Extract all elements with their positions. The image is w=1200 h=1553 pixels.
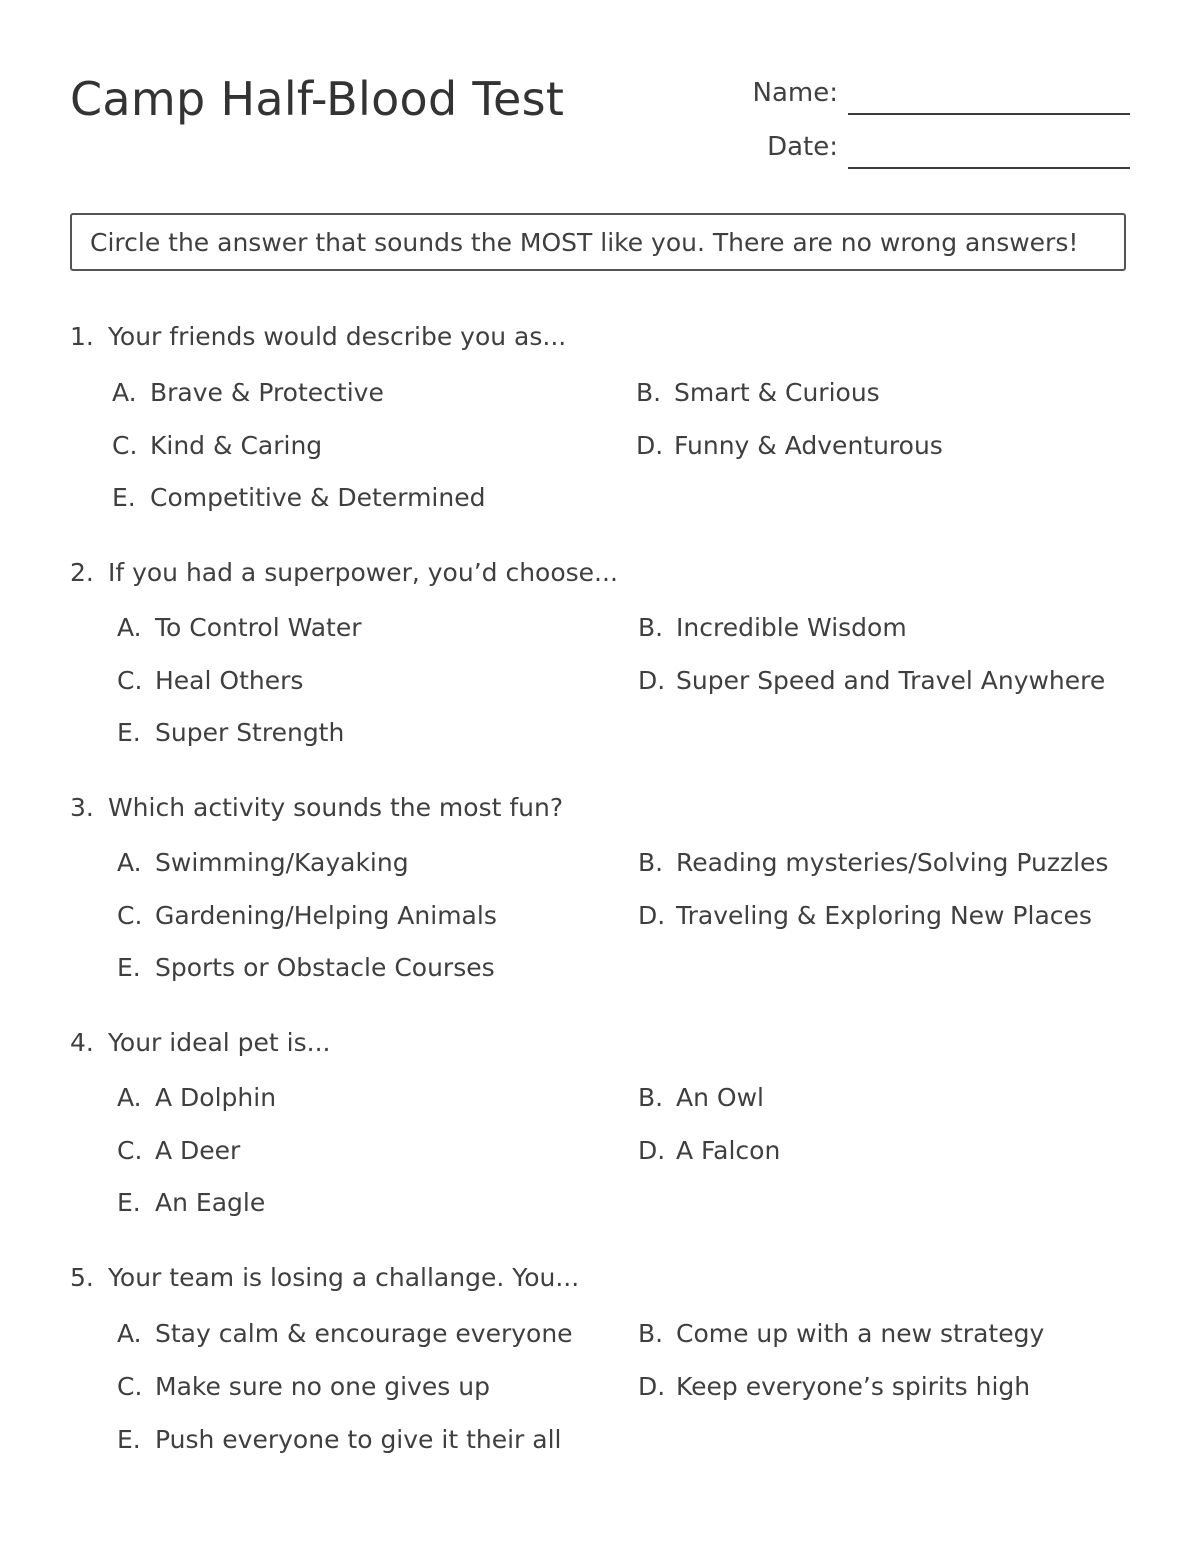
option-text: Gardening/Helping Animals (155, 901, 497, 930)
option-letter: B. (638, 613, 664, 642)
option-1c[interactable] (112, 431, 322, 460)
option-text: A Dolphin (155, 1083, 277, 1112)
option-1e[interactable] (112, 483, 485, 512)
option-text: Swimming/Kayaking (155, 848, 409, 877)
option-3e[interactable] (117, 953, 495, 982)
question-number: 3. (70, 793, 94, 822)
date-label: Date: (767, 132, 838, 162)
option-letter: D. (638, 901, 666, 930)
option-3a[interactable] (117, 848, 409, 877)
option-letter: B. (638, 1083, 664, 1112)
option-text: A Deer (155, 1136, 241, 1165)
option-letter: E. (117, 953, 141, 982)
option-letter: D. (638, 1372, 666, 1401)
instructions-text: Circle the answer that sounds the MOST like you. There are no wrong answers! (90, 227, 1079, 257)
option-2a[interactable] (117, 613, 361, 642)
question-text: Your team is losing a challange. You... (107, 1263, 580, 1292)
option-letter: E. (117, 1425, 141, 1454)
option-letter: A. (112, 378, 137, 407)
question-number: 1. (70, 322, 94, 351)
option-text: Reading mysteries/Solving Puzzles (676, 848, 1109, 877)
option-text: Kind & Caring (150, 431, 323, 460)
option-2d[interactable] (638, 666, 1105, 695)
option-text: Keep everyone’s spirits high (676, 1372, 1031, 1401)
option-letter: C. (117, 666, 143, 695)
option-2e[interactable] (117, 718, 344, 747)
option-letter: E. (112, 483, 136, 512)
option-letter: A. (117, 613, 142, 642)
option-letter: C. (117, 1136, 143, 1165)
option-5e[interactable] (117, 1425, 561, 1454)
option-letter: B. (636, 378, 662, 407)
option-letter: E. (117, 718, 141, 747)
question-1 (70, 322, 566, 351)
option-text: Smart & Curious (674, 378, 880, 407)
date-field[interactable] (848, 167, 1130, 169)
instructions-box (70, 213, 1126, 271)
name-label: Name: (752, 78, 838, 108)
option-text: To Control Water (155, 613, 362, 642)
option-4a[interactable] (117, 1083, 276, 1112)
option-4d[interactable] (638, 1136, 780, 1165)
option-text: Competitive & Determined (150, 483, 486, 512)
question-number: 5. (70, 1263, 94, 1292)
option-text: An Eagle (155, 1188, 266, 1217)
option-text: Heal Others (155, 666, 304, 695)
option-4b[interactable] (638, 1083, 764, 1112)
name-field[interactable] (848, 113, 1130, 115)
question-text: Your friends would describe you as... (107, 322, 567, 351)
option-5a[interactable] (117, 1319, 573, 1348)
option-letter: C. (117, 901, 143, 930)
option-2c[interactable] (117, 666, 303, 695)
option-2b[interactable] (638, 613, 907, 642)
option-text: An Owl (676, 1083, 764, 1112)
question-text: Your ideal pet is... (107, 1028, 331, 1057)
option-3c[interactable] (117, 901, 497, 930)
option-text: Stay calm & encourage everyone (155, 1319, 573, 1348)
option-text: Traveling & Exploring New Places (676, 901, 1092, 930)
question-4 (70, 1028, 331, 1057)
option-1a[interactable] (112, 378, 384, 407)
page-title: Camp Half-Blood Test (70, 72, 565, 126)
option-3b[interactable] (638, 848, 1108, 877)
option-letter: D. (638, 1136, 666, 1165)
option-letter: E. (117, 1188, 141, 1217)
option-letter: C. (117, 1372, 143, 1401)
option-letter: A. (117, 848, 142, 877)
question-2 (70, 558, 618, 587)
option-text: Push everyone to give it their all (155, 1425, 562, 1454)
option-letter: C. (112, 431, 138, 460)
option-text: Incredible Wisdom (676, 613, 907, 642)
question-5 (70, 1263, 579, 1292)
option-5b[interactable] (638, 1319, 1044, 1348)
option-5d[interactable] (638, 1372, 1030, 1401)
option-1d[interactable] (636, 431, 943, 460)
question-number: 2. (70, 558, 94, 587)
option-text: Make sure no one gives up (155, 1372, 490, 1401)
question-text: Which activity sounds the most fun? (107, 793, 564, 822)
option-letter: D. (638, 666, 666, 695)
option-letter: B. (638, 1319, 664, 1348)
option-text: Super Speed and Travel Anywhere (676, 666, 1106, 695)
option-3d[interactable] (638, 901, 1092, 930)
option-4c[interactable] (117, 1136, 240, 1165)
option-letter: A. (117, 1319, 142, 1348)
option-1b[interactable] (636, 378, 880, 407)
option-4e[interactable] (117, 1188, 265, 1217)
option-text: Come up with a new strategy (676, 1319, 1045, 1348)
question-text: If you had a superpower, you’d choose... (107, 558, 618, 587)
question-3 (70, 793, 563, 822)
option-text: Sports or Obstacle Courses (155, 953, 495, 982)
option-text: A Falcon (676, 1136, 781, 1165)
option-letter: A. (117, 1083, 142, 1112)
option-text: Brave & Protective (150, 378, 384, 407)
option-text: Funny & Adventurous (674, 431, 943, 460)
option-letter: B. (638, 848, 664, 877)
option-5c[interactable] (117, 1372, 490, 1401)
option-letter: D. (636, 431, 664, 460)
option-text: Super Strength (155, 718, 345, 747)
question-number: 4. (70, 1028, 94, 1057)
